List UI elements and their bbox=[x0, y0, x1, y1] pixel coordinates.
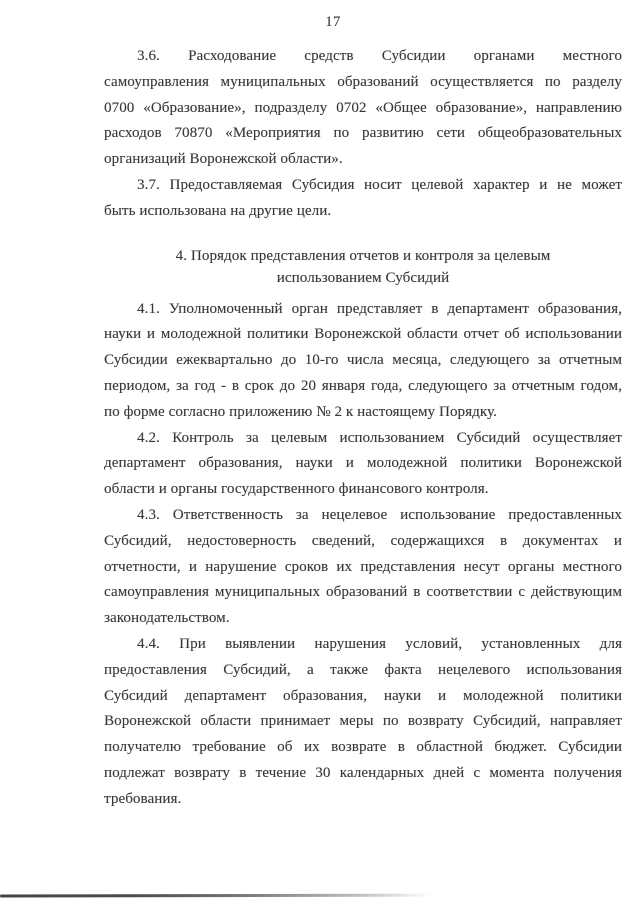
para-3-7 bbox=[104, 173, 622, 225]
text-line: 4.4. При выявлении нарушения условий, установленных для bbox=[137, 635, 622, 652]
para-4-3 bbox=[104, 503, 622, 632]
text-line: расходов 70870 «Мероприятия по развитию сети общеобразовательных bbox=[104, 125, 622, 142]
document-body bbox=[104, 44, 622, 813]
text-line: самоуправления муниципальных образований осуществляется по разделу bbox=[104, 73, 622, 90]
text-line: области и органы государственного финансового контроля. bbox=[104, 481, 489, 498]
text-line: 4.1. Уполномоченный орган представляет в департамент образования, bbox=[137, 300, 622, 317]
text-line: департамент образования, науки и молодежной политики Воронежской bbox=[104, 455, 622, 472]
text-line: Субсидии ежеквартально до 10-го числа месяца, следующего за отчетным bbox=[104, 352, 622, 369]
text-line: Субсидий, недостоверность сведений, содержащихся в документах и bbox=[104, 532, 622, 549]
para-4-1 bbox=[104, 297, 622, 426]
scan-artifact-line bbox=[0, 894, 470, 898]
text-line: 3.6. Расходование средств Субсидии органами местного bbox=[137, 48, 622, 64]
text-line: науки и молодежной политики Воронежской области отчет об использовании bbox=[104, 326, 622, 343]
text-line: требования. bbox=[104, 790, 182, 807]
text-line: организаций Воронежской области». bbox=[104, 151, 343, 168]
text-line: 3.7. Предоставляемая Субсидия носит целевой характер и не может bbox=[137, 176, 622, 193]
text-line: по форме согласно приложению № 2 к настоящему Порядку. bbox=[104, 403, 497, 420]
page-number: 17 bbox=[325, 14, 341, 30]
text-line: периодом, за год - в срок до 20 января года, следующего за отчетным годом, bbox=[104, 377, 622, 394]
text-line: использованием Субсидий bbox=[276, 269, 450, 286]
para-4-4 bbox=[104, 632, 622, 813]
text-line: Воронежской области принимает меры по возврату Субсидий, направляет bbox=[104, 713, 622, 730]
text-line: получателю требование об их возврате в областной бюджет. Субсидии bbox=[104, 739, 622, 756]
text-line: отчетности, и нарушение сроков их представления несут органы местного bbox=[104, 558, 622, 575]
text-line: 4.2. Контроль за целевым использованием Субсидий осуществляет bbox=[137, 429, 622, 446]
text-line: 4.3. Ответственность за нецелевое использование предоставленных bbox=[137, 506, 622, 523]
text-line: законодательством. bbox=[104, 610, 230, 627]
section-4-heading bbox=[104, 245, 622, 289]
para-4-2 bbox=[104, 426, 622, 503]
text-line: 0700 «Образование», подразделу 0702 «Общее образование», направлению bbox=[104, 99, 622, 116]
para-3-6 bbox=[104, 44, 622, 173]
text-line: подлежат возврату в течение 30 календарных дней с момента получения bbox=[104, 764, 622, 781]
text-line: предоставления Субсидий, а также факта нецелевого использования bbox=[104, 661, 622, 678]
text-line: самоуправления муниципальных образований в соответствии с действующим bbox=[104, 584, 622, 601]
text-line: 4. Порядок представления отчетов и контроля за целевым bbox=[175, 247, 551, 264]
text-line: быть использована на другие цели. bbox=[104, 202, 332, 219]
text-line: Субсидий департамент образования, науки и молодежной политики bbox=[104, 687, 622, 704]
